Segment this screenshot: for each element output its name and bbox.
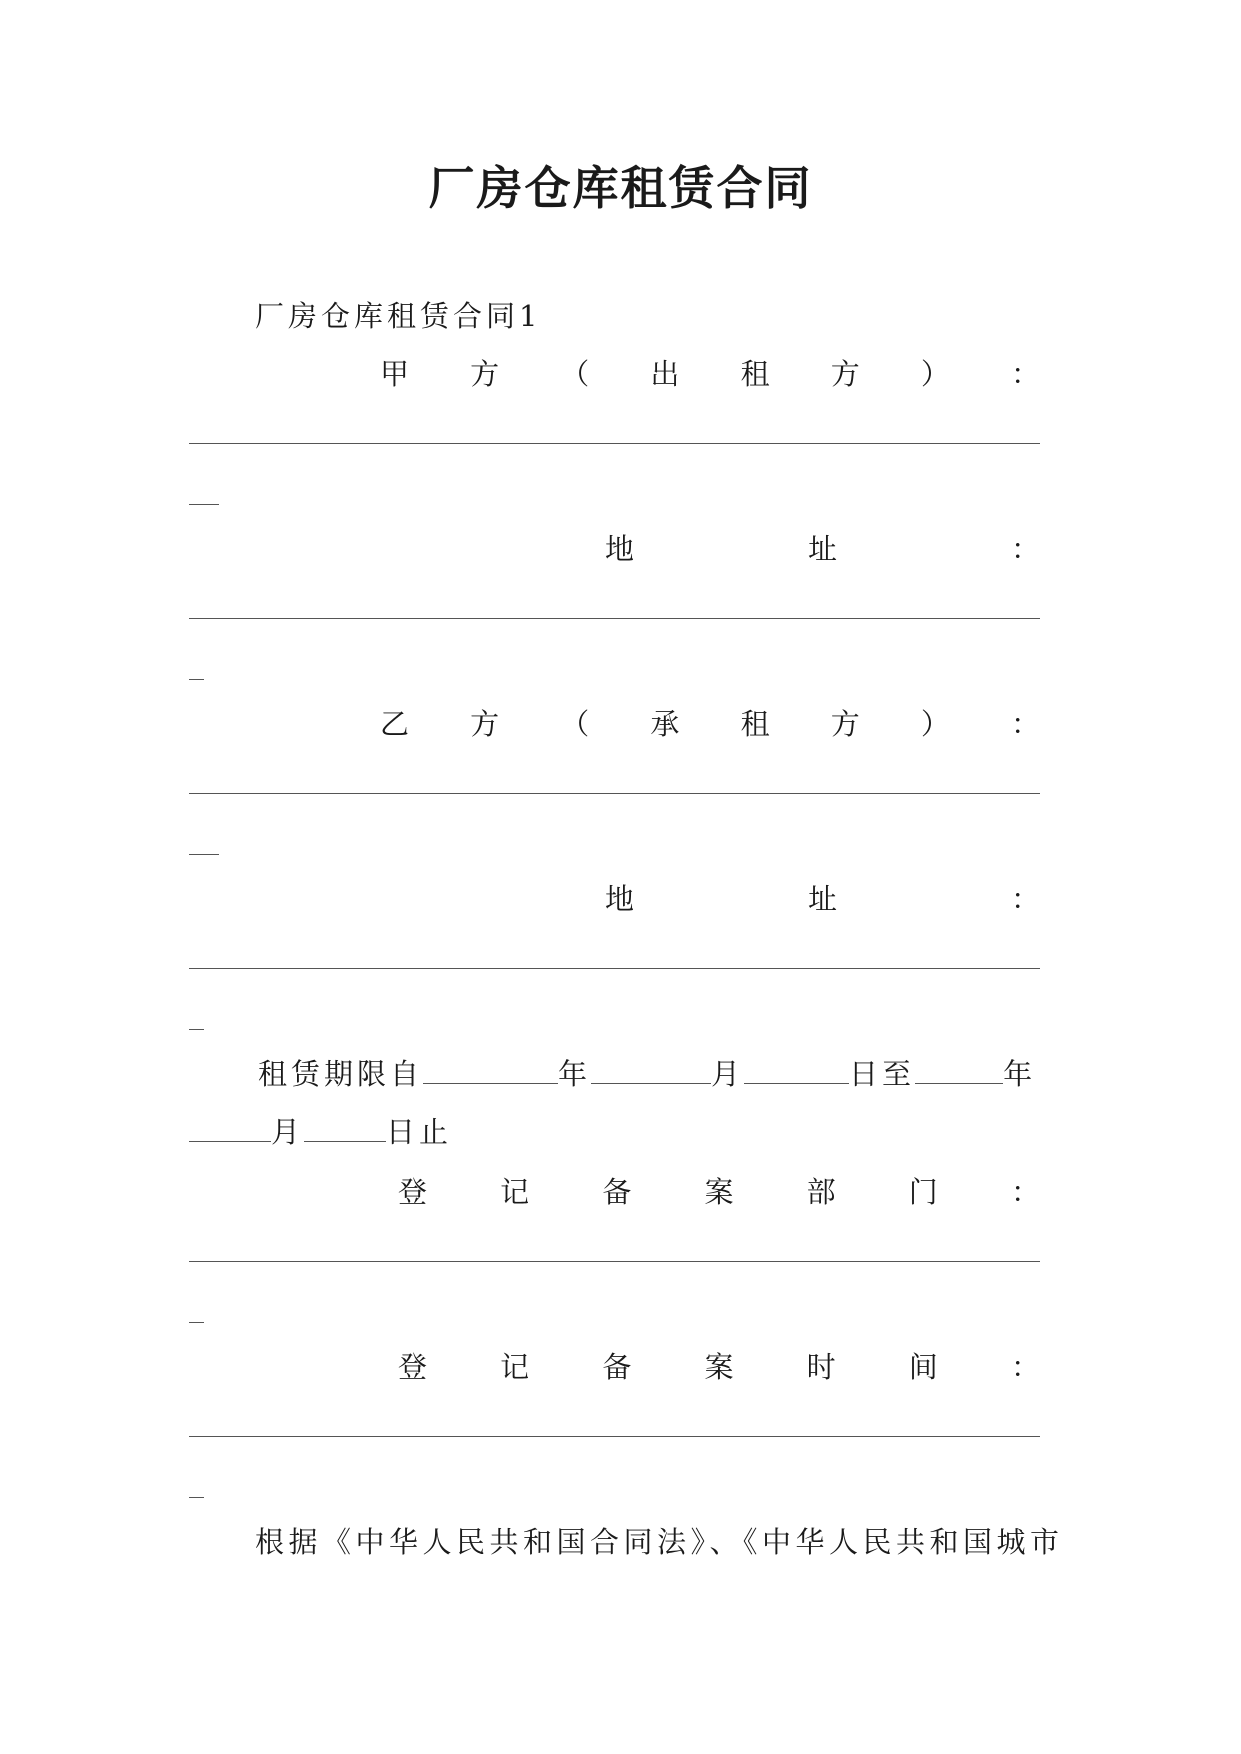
registration-time-label: 登 记 备 案 时 间 ： — [398, 1350, 1040, 1384]
legal-basis-paragraph: 根据《中华人民共和国合同法》、《中华人民共和国城市 — [255, 1525, 1064, 1559]
party-b-address-label: 地 址 ： — [605, 882, 1040, 916]
party-a-fill-line-end — [189, 504, 219, 505]
start-day-blank[interactable] — [744, 1061, 849, 1084]
start-year-blank[interactable] — [423, 1061, 558, 1084]
party-a-label: 甲 方 （ 出 租 方 ） ： — [380, 357, 1040, 391]
lease-term-line-2: 月 日止 — [189, 1118, 452, 1147]
party-b-fill-line — [189, 793, 1040, 794]
party-b-address-fill-line-end — [189, 1029, 204, 1030]
start-month-blank[interactable] — [591, 1061, 711, 1084]
registration-time-fill-line-end — [189, 1497, 204, 1498]
party-b-fill-line-end — [189, 854, 219, 855]
party-a-address-fill-line — [189, 618, 1040, 619]
registration-department-fill-line — [189, 1261, 1040, 1262]
party-a-fill-line — [189, 443, 1040, 444]
registration-department-label: 登 记 备 案 部 门 ： — [398, 1175, 1040, 1209]
end-year-blank[interactable] — [915, 1061, 1003, 1084]
party-a-address-fill-line-end — [189, 679, 204, 680]
document-title: 厂房仓库租赁合同 — [428, 161, 813, 215]
registration-department-fill-line-end — [189, 1322, 204, 1323]
party-b-address-fill-line — [189, 968, 1040, 969]
party-a-address-label: 地 址 ： — [605, 532, 1040, 566]
contract-subtitle: 厂房仓库租赁合同1 — [255, 299, 542, 333]
end-month-blank[interactable] — [189, 1119, 271, 1142]
end-day-blank[interactable] — [304, 1119, 386, 1142]
lease-term-line: 租赁期限自 年 月 日至 年 — [258, 1057, 1037, 1091]
party-b-label: 乙 方 （ 承 租 方 ） ： — [380, 707, 1040, 741]
registration-time-fill-line — [189, 1436, 1040, 1437]
